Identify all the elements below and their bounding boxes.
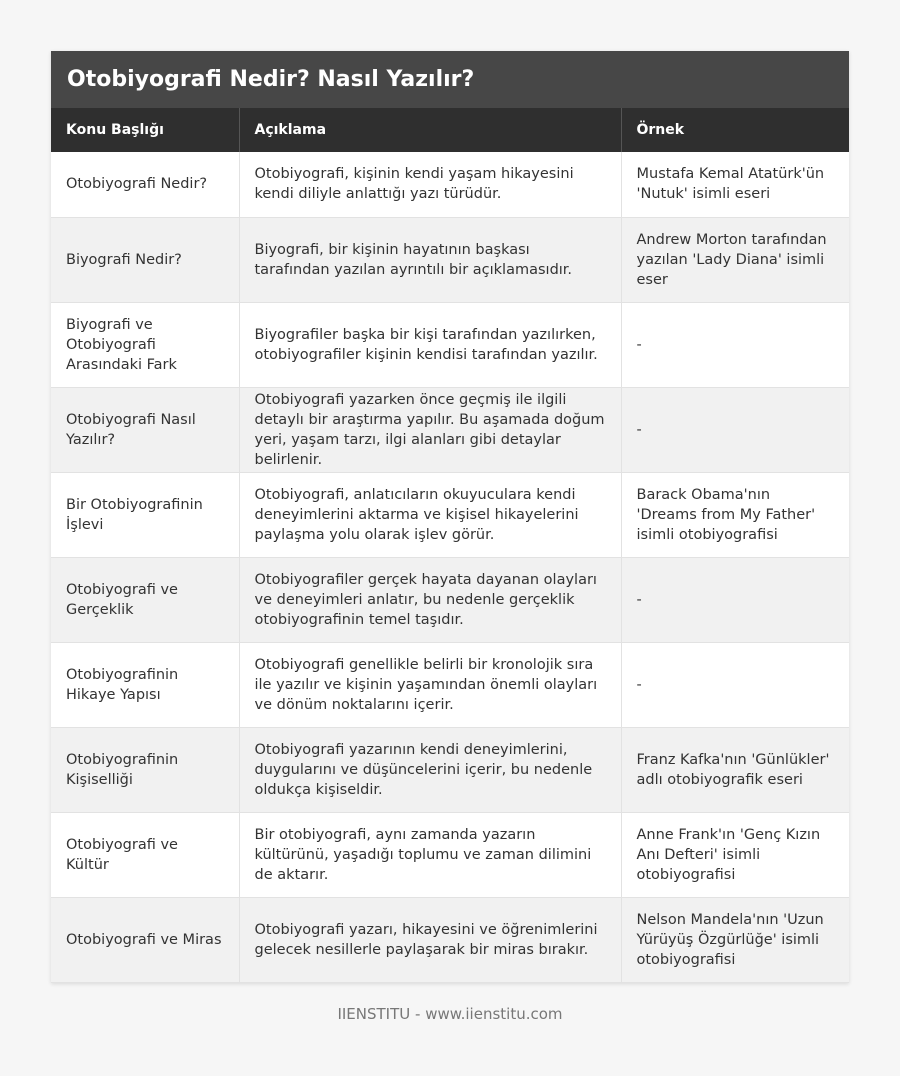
cell-example: - [621,557,849,642]
column-header-topic: Konu Başlığı [51,108,239,152]
cell-example: Anne Frank'ın 'Genç Kızın Anı Defteri' isimli otobiyografisi [621,812,849,897]
table-row [51,897,849,982]
cell-example: - [621,387,849,472]
page-title: Otobiyografi Nedir? Nasıl Yazılır? [51,51,849,108]
cell-description: Otobiyografi yazarının kendi deneyimlerini, duygularını ve düşüncelerini içerir, bu nedenle oldukça kişiseldir. [239,727,621,812]
cell-example: - [621,302,849,387]
cell-description: Biyografiler başka bir kişi tarafından yazılırken, otobiyografiler kişinin kendisi tarafından yazılır. [239,302,621,387]
table-row [51,387,849,472]
cell-topic: Otobiyografi ve Gerçeklik [51,557,239,642]
table-row [51,472,849,557]
cell-topic: Otobiyografi ve Miras [51,897,239,982]
cell-example: - [621,642,849,727]
cell-description: Biyografi, bir kişinin hayatının başkası tarafından yazılan ayrıntılı bir açıklamasıdır. [239,217,621,302]
cell-description: Otobiyografi, anlatıcıların okuyuculara kendi deneyimlerini aktarma ve kişisel hikayelerini paylaşma yolu olarak işlev görür. [239,472,621,557]
cell-example: Barack Obama'nın 'Dreams from My Father' isimli otobiyografisi [621,472,849,557]
table-header [51,108,849,152]
cell-description: Otobiyografi yazarken önce geçmiş ile ilgili detaylı bir araştırma yapılır. Bu aşamada doğum yeri, yaşam tarzı, ilgi alanları gibi detaylar belirlenir. [239,387,621,472]
footer-credit: IIENSTITU - www.iienstitu.com [337,1005,563,1023]
cell-description: Bir otobiyografi, aynı zamanda yazarın kültürünü, yaşadığı toplumu ve zaman dilimini de aktarır. [239,812,621,897]
table-row [51,217,849,302]
cell-topic: Otobiyografi Nedir? [51,152,239,217]
column-header-example: Örnek [636,122,685,138]
cell-topic: Otobiyografi ve Kültür [51,812,239,897]
table-row [51,302,849,387]
header-row [51,108,849,152]
cell-description: Otobiyografi yazarı, hikayesini ve öğrenimlerini gelecek nesillerle paylaşarak bir miras bırakır. [239,897,621,982]
cell-example: Mustafa Kemal Atatürk'ün 'Nutuk' isimli eseri [621,152,849,217]
cell-topic: Bir Otobiyografinin İşlevi [51,472,239,557]
table-row [51,152,849,217]
cell-topic: Biyografi ve Otobiyografi Arasındaki Fark [51,302,239,387]
cell-description: Otobiyografi, kişinin kendi yaşam hikayesini kendi diliyle anlattığı yazı türüdür. [239,152,621,217]
cell-topic: Otobiyografi Nasıl Yazılır? [51,387,239,472]
table-card [51,51,849,983]
table-row [51,557,849,642]
cell-description: Otobiyografi genellikle belirli bir kronolojik sıra ile yazılır ve kişinin yaşamından önemli olayları ve dönüm noktalarını içerir. [239,642,621,727]
table-row [51,727,849,812]
table-row [51,642,849,727]
cell-example: Andrew Morton tarafından yazılan 'Lady Diana' isimli eser [621,217,849,302]
cell-example: Franz Kafka'nın 'Günlükler' adlı otobiyografik eseri [621,727,849,812]
cell-example: Nelson Mandela'nın 'Uzun Yürüyüş Özgürlüğe' isimli otobiyografisi [621,897,849,982]
cell-topic: Otobiyografinin Hikaye Yapısı [51,642,239,727]
table-row [51,812,849,897]
column-header-description: Açıklama [239,108,621,152]
table-body [51,152,849,982]
cell-description: Otobiyografiler gerçek hayata dayanan olayları ve deneyimleri anlatır, bu nedenle gerçeklik otobiyografinin temel taşıdır. [239,557,621,642]
data-table [51,108,849,983]
cell-topic: Biyografi Nedir? [51,217,239,302]
cell-topic: Otobiyografinin Kişiselliği [51,727,239,812]
